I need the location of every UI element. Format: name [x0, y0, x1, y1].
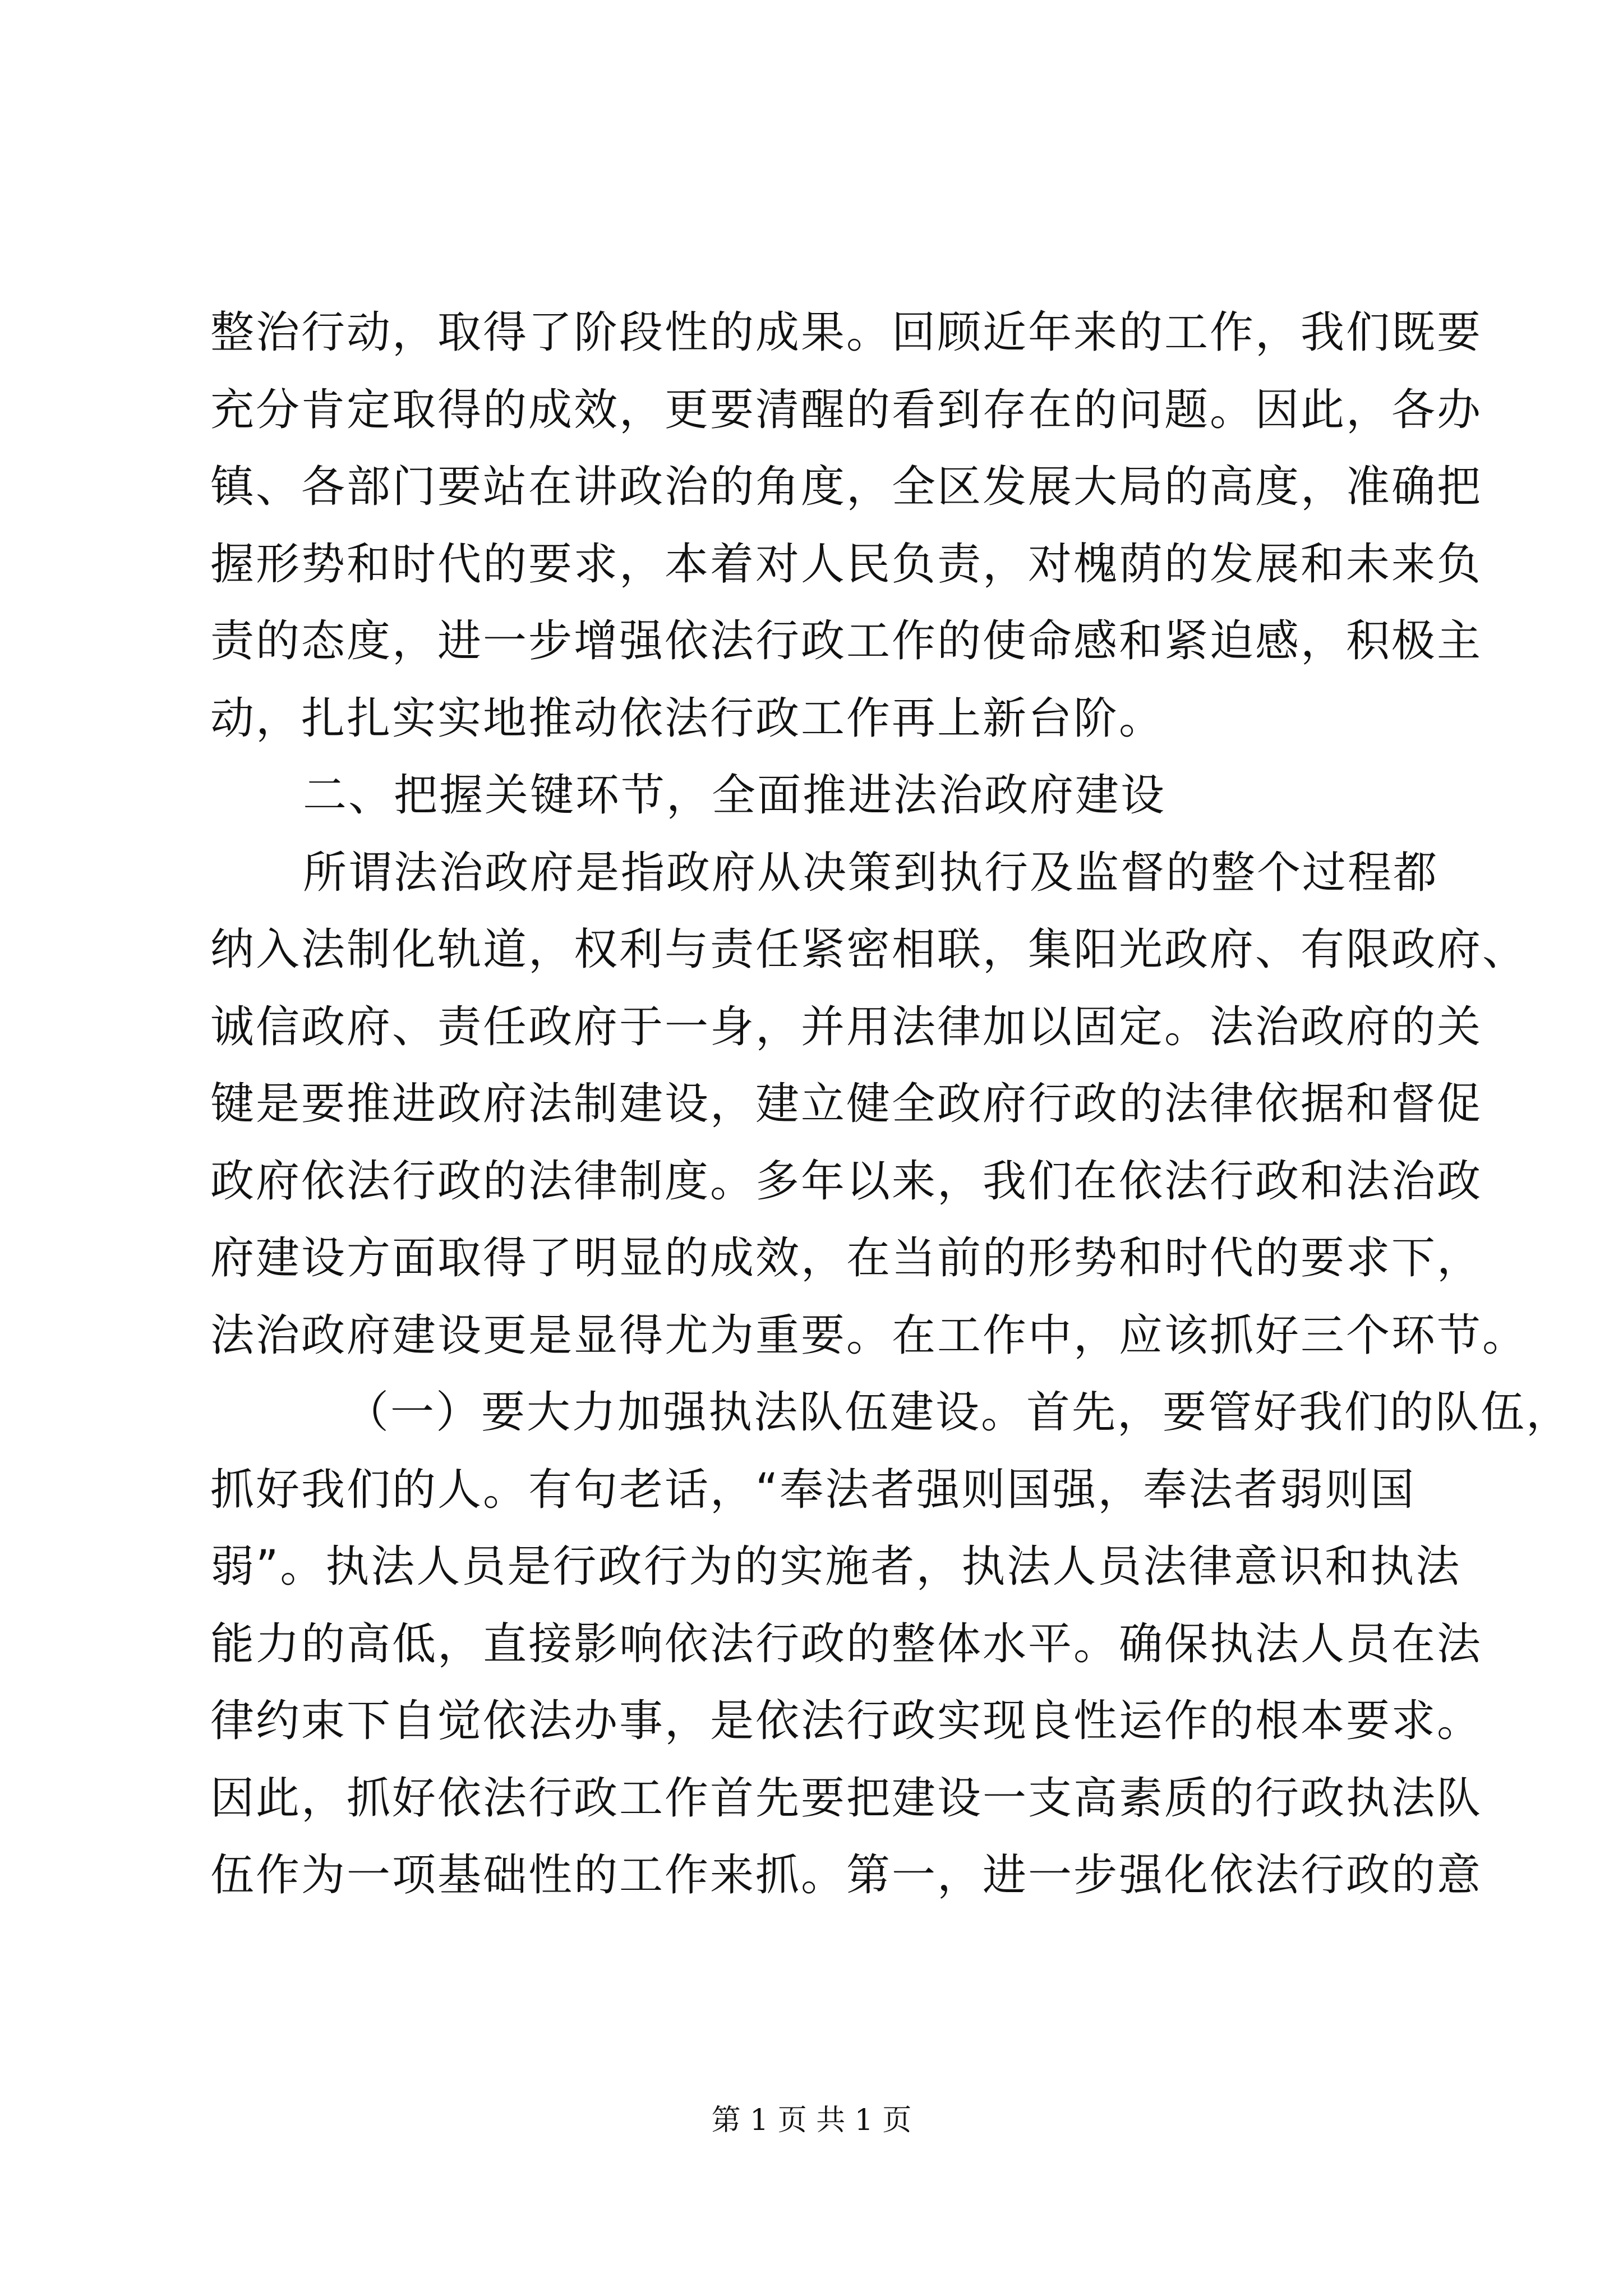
text-line: 所谓法治政府是指政府从决策到执行及监督的整个过程都 [303, 847, 1439, 898]
text-line: 充分肯定取得的成效，更要清醒的看到存在的问题。因此，各办 [210, 384, 1483, 435]
page-number-footer: 第 1 页 共 1 页 [711, 2104, 912, 2137]
text-line: 责的态度，进一步增强依法行政工作的使命感和紧迫感，积极主 [210, 616, 1483, 666]
subsection-heading: （一）要大力加强执法队伍建设。首先，要管好我们的队伍， [345, 1387, 1572, 1438]
text-line: 因此，抓好依法行政工作首先要把建设一支高素质的行政执法队 [210, 1773, 1483, 1824]
text-line: 伍作为一项基础性的工作来抓。第一，进一步强化依法行政的意 [210, 1850, 1483, 1901]
section-heading: 二、把握关键环节，全面推进法治政府建设 [303, 770, 1166, 821]
text-line: 键是要推进政府法制建设，建立健全政府行政的法律依据和督促 [210, 1079, 1483, 1129]
text-line: 府建设方面取得了明显的成效，在当前的形势和时代的要求下， [210, 1233, 1483, 1283]
text-line: 弱”。执法人员是行政行为的实施者，执法人员法律意识和执法 [210, 1542, 1461, 1592]
text-line: 镇、各部门要站在讲政治的角度，全区发展大局的高度，准确把 [210, 462, 1483, 512]
text-line: 握形势和时代的要求，本着对人民负责，对槐荫的发展和未来负 [210, 539, 1483, 590]
text-line: 法治政府建设更是显得尤为重要。在工作中，应该抓好三个环节。 [210, 1310, 1528, 1361]
text-line: 能力的高低，直接影响依法行政的整体水平。确保执法人员在法 [210, 1618, 1483, 1669]
text-line: 诚信政府、责任政府于一身，并用法律加以固定。法治政府的关 [210, 1001, 1483, 1052]
text-line: 抓好我们的人。有句老话，“奉法者强则国强，奉法者弱则国 [210, 1464, 1416, 1515]
text-line: 整治行动，取得了阶段性的成果。回顾近年来的工作，我们既要 [210, 307, 1483, 358]
text-line: 律约束下自觉依法办事，是依法行政实现良性运作的根本要求。 [210, 1696, 1483, 1746]
body-text [210, 295, 1572, 1915]
text-line: 纳入法制化轨道，权利与责任紧密相联，集阳光政府、有限政府、 [210, 924, 1528, 975]
text-line: 政府依法行政的法律制度。多年以来，我们在依法行政和法治政 [210, 1156, 1483, 1207]
text-line: 动，扎扎实实地推动依法行政工作再上新台阶。 [210, 693, 1165, 744]
